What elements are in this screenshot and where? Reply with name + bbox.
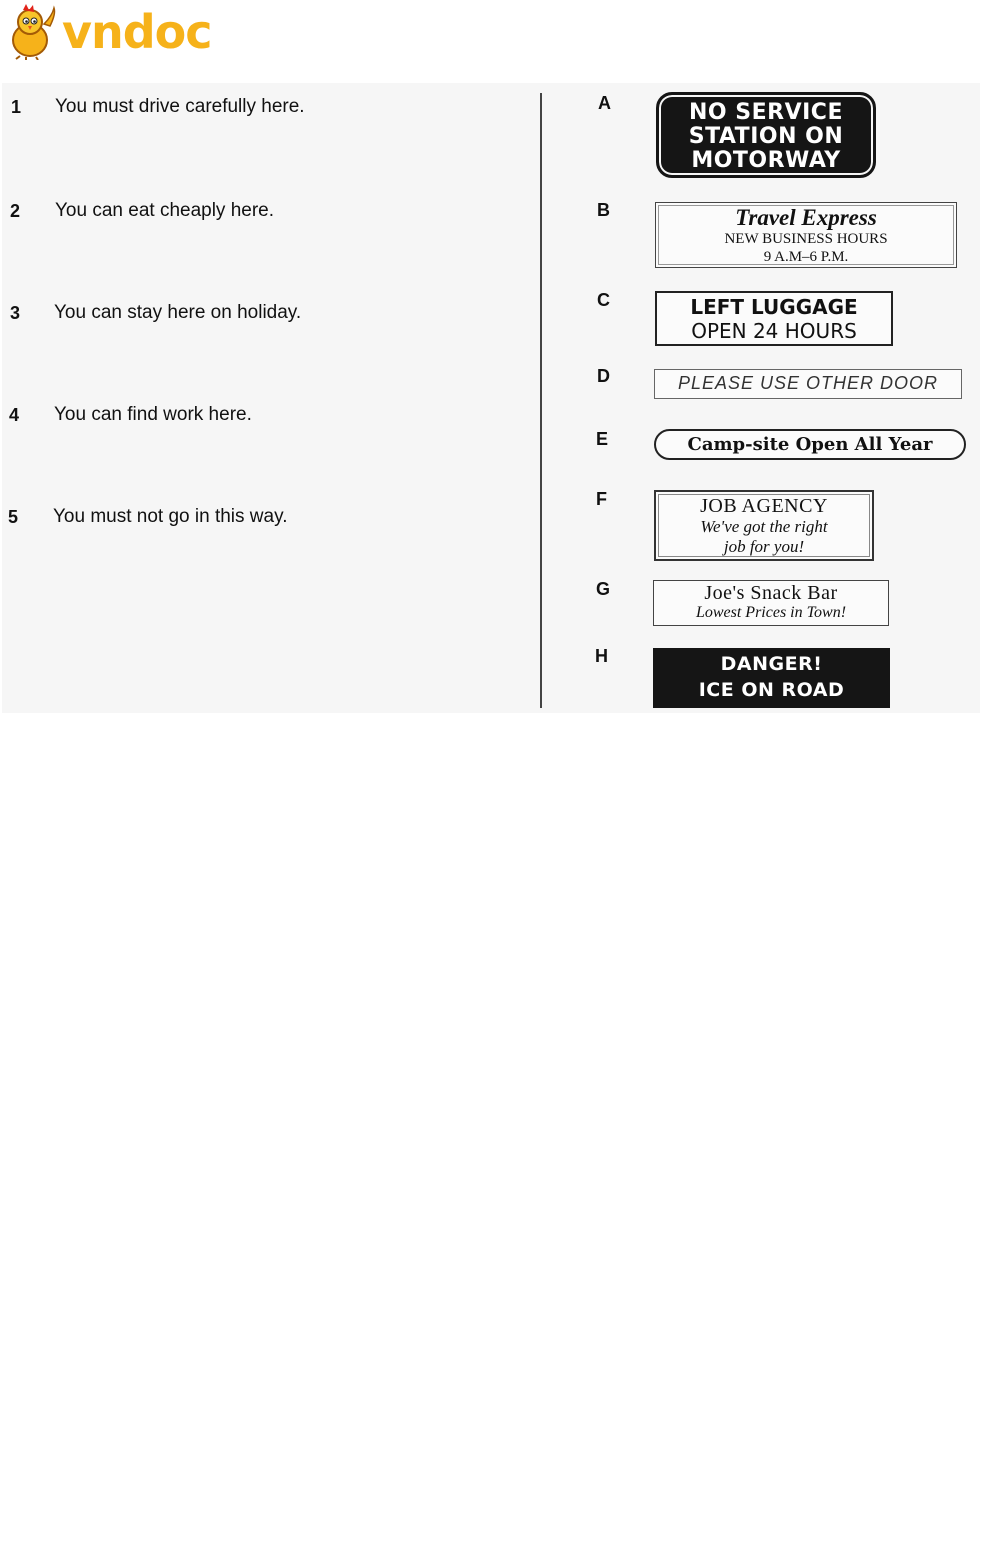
- sign-title: Joe's Snack Bar: [704, 582, 838, 604]
- sign-subtitle: Lowest Prices in Town!: [695, 604, 847, 621]
- sign-letter-c: C: [597, 290, 610, 310]
- question-number: 1: [11, 97, 22, 117]
- question-text: You must not go in this way.: [53, 506, 288, 527]
- sign-letter-h: H: [595, 646, 608, 666]
- sign-line: We've got the right: [700, 517, 828, 536]
- logo-wordmark: vndoc: [62, 5, 212, 59]
- sign-letter-e: E: [596, 429, 609, 449]
- question-text: You can stay here on holiday.: [54, 302, 302, 323]
- sign-line: LEFT LUGGAGE: [690, 295, 858, 319]
- sign-travel-express: [655, 202, 957, 268]
- sign-line: STATION ON: [688, 124, 844, 149]
- matching-exercise: [2, 83, 980, 713]
- sign-please-use-other-door: PLEASE USE OTHER DOOR: [654, 369, 962, 399]
- sign-line: DANGER!: [720, 653, 823, 675]
- question-text: You must drive carefully here.: [55, 96, 305, 117]
- sign-danger-ice: [653, 648, 890, 708]
- sign-job-agency: [654, 490, 874, 561]
- sign-camp-site: Camp-site Open All Year: [654, 429, 966, 460]
- sign-letter-b: B: [597, 200, 610, 220]
- sign-title: JOB AGENCY: [700, 495, 828, 517]
- sign-letter-f: F: [596, 489, 607, 509]
- sign-no-service-station: [656, 92, 876, 178]
- question-number: 5: [8, 507, 19, 527]
- chick-mascot-icon: [6, 4, 58, 60]
- sign-snack-bar: [653, 580, 889, 626]
- sign-letter-a: A: [598, 93, 611, 113]
- sign-line: 9 A.M–6 P.M.: [763, 249, 849, 265]
- question-text: You can eat cheaply here.: [55, 200, 275, 221]
- sign-letter-d: D: [597, 366, 610, 386]
- question-number: 3: [10, 303, 21, 323]
- sign-line: NEW BUSINESS HOURS: [724, 231, 888, 247]
- column-divider: [540, 93, 542, 708]
- sign-line: ICE ON ROAD: [698, 679, 845, 701]
- sign-letter-g: G: [596, 579, 611, 599]
- sign-line: job for you!: [723, 537, 805, 556]
- sign-line: NO SERVICE: [689, 100, 843, 125]
- question-number: 4: [9, 405, 20, 425]
- sign-title: Travel Express: [735, 205, 877, 230]
- sign-line: MOTORWAY: [691, 148, 841, 173]
- sign-left-luggage: [655, 291, 893, 346]
- question-number: 2: [10, 201, 21, 221]
- vndoc-logo[interactable]: [6, 4, 221, 60]
- sign-line: OPEN 24 HOURS: [691, 319, 857, 343]
- question-text: You can find work here.: [54, 404, 252, 425]
